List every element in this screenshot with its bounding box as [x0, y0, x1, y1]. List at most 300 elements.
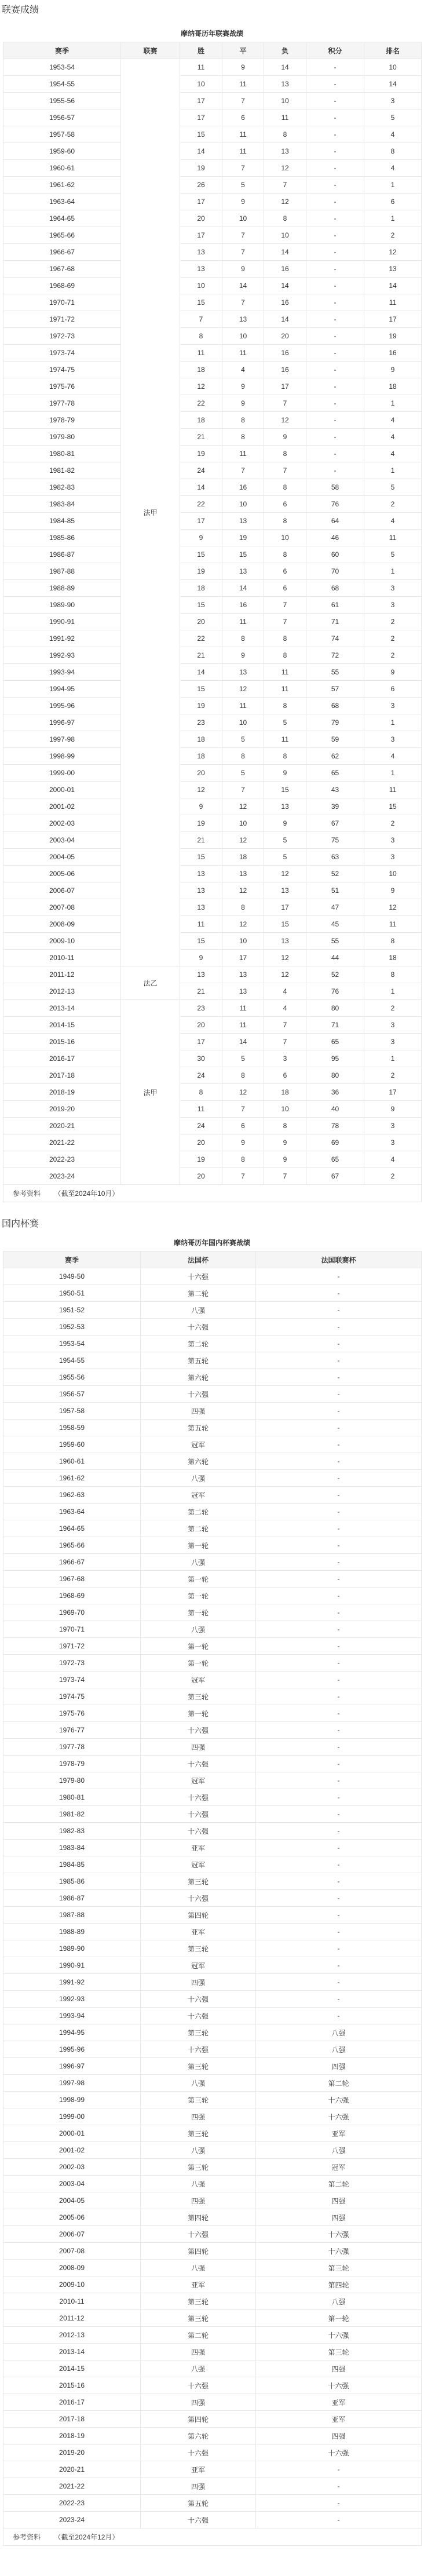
points-cell: 51 [306, 882, 364, 899]
season-cell: 2007-08 [3, 899, 121, 916]
league-table-row [3, 849, 422, 866]
coupe-de-la-ligue-cell: 八强 [256, 2142, 422, 2159]
points-cell: - [306, 194, 364, 210]
wins-cell: 18 [180, 580, 222, 597]
league-table-row [3, 1034, 422, 1050]
coupe-de-la-ligue-cell: 亚军 [256, 2125, 422, 2142]
coupe-de-la-ligue-cell: 十六强 [256, 2108, 422, 2125]
rank-cell: 13 [364, 261, 422, 278]
draws-cell: 15 [222, 546, 264, 563]
rank-cell: 3 [364, 1034, 422, 1050]
rank-cell: 10 [364, 59, 422, 76]
cup-table-row [3, 2377, 422, 2394]
season-cell: 1993-94 [3, 664, 121, 681]
draws-cell: 13 [222, 563, 264, 580]
coupe-de-la-ligue-cell: - [256, 1907, 422, 1924]
wins-cell: 17 [180, 194, 222, 210]
coupe-de-france-cell: 第二轮 [141, 1504, 256, 1520]
draws-cell: 13 [222, 311, 264, 328]
season-cell: 1978-79 [3, 1756, 141, 1772]
season-cell: 1958-59 [3, 1420, 141, 1436]
coupe-de-france-cell: 冠军 [141, 1487, 256, 1504]
season-cell: 2012-13 [3, 2327, 141, 2344]
points-cell: 65 [306, 1034, 364, 1050]
season-cell: 2020-21 [3, 2461, 141, 2478]
column-header-wins: 胜 [180, 42, 222, 59]
losses-cell: 16 [264, 294, 306, 311]
draws-cell: 18 [222, 849, 264, 866]
coupe-de-la-ligue-cell: - [256, 1571, 422, 1588]
season-cell: 1998-99 [3, 748, 121, 765]
points-cell: 72 [306, 647, 364, 664]
rank-cell: 9 [364, 882, 422, 899]
season-cell: 1988-89 [3, 1924, 141, 1940]
losses-cell: 9 [264, 429, 306, 446]
draws-cell: 12 [222, 832, 264, 849]
wins-cell: 10 [180, 278, 222, 294]
column-header-season: 赛季 [3, 42, 121, 59]
coupe-de-la-ligue-cell: - [256, 1823, 422, 1840]
cup-table-row [3, 2444, 422, 2461]
draws-cell: 7 [222, 93, 264, 110]
rank-cell: 8 [364, 143, 422, 160]
coupe-de-france-cell: 亚军 [141, 2276, 256, 2293]
coupe-de-france-cell: 亚军 [141, 1840, 256, 1856]
points-cell: 80 [306, 1000, 364, 1017]
season-cell: 2008-09 [3, 2260, 141, 2276]
coupe-de-la-ligue-cell: - [256, 1739, 422, 1756]
cup-table-row [3, 1772, 422, 1789]
wins-cell: 20 [180, 1017, 222, 1034]
coupe-de-france-cell: 亚军 [141, 2461, 256, 2478]
rank-cell: 3 [364, 1134, 422, 1151]
losses-cell: 4 [264, 1000, 306, 1017]
cup-table-row [3, 1537, 422, 1554]
cup-table-row [3, 2495, 422, 2512]
losses-cell: 12 [264, 950, 306, 966]
coupe-de-france-cell: 第一轮 [141, 1655, 256, 1672]
points-cell: 76 [306, 983, 364, 1000]
league-table-row [3, 966, 422, 983]
rank-cell: 4 [364, 446, 422, 462]
coupe-de-france-cell: 第四轮 [141, 2243, 256, 2260]
draws-cell: 5 [222, 731, 264, 748]
cup-table-row [3, 1554, 422, 1571]
rank-cell: 3 [364, 849, 422, 866]
rank-cell: 2 [364, 496, 422, 513]
coupe-de-la-ligue-cell: 十六强 [256, 2092, 422, 2108]
league-table-row [3, 93, 422, 110]
draws-cell: 19 [222, 530, 264, 546]
wins-cell: 15 [180, 294, 222, 311]
season-cell: 2020-21 [3, 1118, 121, 1134]
coupe-de-la-ligue-cell: 四强 [256, 2360, 422, 2377]
season-cell: 2022-23 [3, 1151, 121, 1168]
rank-cell: 18 [364, 378, 422, 395]
season-cell: 1977-78 [3, 1739, 141, 1756]
domestic-cups-table [3, 1251, 422, 2546]
league-table-row [3, 261, 422, 278]
league-table-row [3, 513, 422, 530]
league-table-body [3, 59, 422, 1185]
season-cell: 2017-18 [3, 1067, 121, 1084]
points-cell: 80 [306, 1067, 364, 1084]
league-table-row [3, 1000, 422, 1017]
points-cell: 68 [306, 580, 364, 597]
season-cell: 2005-06 [3, 866, 121, 882]
cup-table-row [3, 1991, 422, 2008]
coupe-de-la-ligue-cell: - [256, 1772, 422, 1789]
losses-cell: 8 [264, 630, 306, 647]
coupe-de-france-cell: 第六轮 [141, 1453, 256, 1470]
league-table-row [3, 210, 422, 227]
season-cell: 1973-74 [3, 345, 121, 362]
coupe-de-france-cell: 冠军 [141, 1436, 256, 1453]
cup-table-row [3, 1453, 422, 1470]
cup-table-row [3, 2411, 422, 2428]
league-table-row [3, 1067, 422, 1084]
wins-cell: 9 [180, 530, 222, 546]
coupe-de-la-ligue-cell: - [256, 1621, 422, 1638]
coupe-de-la-ligue-cell: - [256, 1386, 422, 1403]
rank-cell: 3 [364, 731, 422, 748]
coupe-de-la-ligue-cell: 第一轮 [256, 2310, 422, 2327]
coupe-de-la-ligue-cell: - [256, 1924, 422, 1940]
coupe-de-france-cell: 十六强 [141, 2008, 256, 2024]
league-results-heading: 联赛成绩 [2, 5, 39, 15]
column-header-losses: 负 [264, 42, 306, 59]
losses-cell: 8 [264, 647, 306, 664]
losses-cell: 3 [264, 1050, 306, 1067]
coupe-de-france-cell: 十六强 [141, 1806, 256, 1823]
losses-cell: 6 [264, 563, 306, 580]
coupe-de-france-cell: 第三轮 [141, 2092, 256, 2108]
losses-cell: 13 [264, 882, 306, 899]
points-cell: 63 [306, 849, 364, 866]
cup-table-row [3, 2008, 422, 2024]
season-cell: 1951-52 [3, 1302, 141, 1319]
league-table-row [3, 76, 422, 93]
cup-table-row [3, 1386, 422, 1403]
rank-cell: 11 [364, 916, 422, 933]
wins-cell: 15 [180, 933, 222, 950]
rank-cell: 11 [364, 294, 422, 311]
wins-cell: 24 [180, 462, 222, 479]
league-table-row [3, 546, 422, 563]
season-cell: 2002-03 [3, 815, 121, 832]
points-cell: - [306, 345, 364, 362]
points-cell: 44 [306, 950, 364, 966]
coupe-de-la-ligue-cell: - [256, 1688, 422, 1705]
wins-cell: 21 [180, 647, 222, 664]
season-cell: 2016-17 [3, 2394, 141, 2411]
cup-table-row [3, 2024, 422, 2041]
league-table-row [3, 227, 422, 244]
league-table-footer [3, 1185, 422, 1202]
league-table-row [3, 1050, 422, 1067]
league-table-row [3, 1168, 422, 1185]
coupe-de-france-cell: 四强 [141, 2192, 256, 2209]
coupe-de-la-ligue-cell: - [256, 1369, 422, 1386]
coupe-de-la-ligue-cell: - [256, 1453, 422, 1470]
coupe-de-la-ligue-cell: - [256, 1285, 422, 1302]
wins-cell: 11 [180, 345, 222, 362]
points-cell: - [306, 328, 364, 345]
league-header-row [3, 42, 422, 59]
draws-cell: 7 [222, 1101, 264, 1118]
wins-cell: 21 [180, 429, 222, 446]
losses-cell: 13 [264, 933, 306, 950]
losses-cell: 10 [264, 93, 306, 110]
coupe-de-la-ligue-cell: - [256, 1789, 422, 1806]
season-cell: 1992-93 [3, 647, 121, 664]
draws-cell: 5 [222, 177, 264, 194]
season-cell: 1967-68 [3, 1571, 141, 1588]
cup-table-row [3, 2243, 422, 2260]
coupe-de-la-ligue-cell: - [256, 1638, 422, 1655]
coupe-de-la-ligue-cell: - [256, 1319, 422, 1336]
draws-cell: 7 [222, 1168, 264, 1185]
rank-cell: 6 [364, 681, 422, 698]
coupe-de-la-ligue-cell: 第二轮 [256, 2176, 422, 2192]
season-cell: 2023-24 [3, 2512, 141, 2528]
coupe-de-france-cell: 十六强 [141, 1991, 256, 2008]
losses-cell: 9 [264, 765, 306, 782]
league-table-row [3, 143, 422, 160]
season-cell: 2014-15 [3, 2360, 141, 2377]
coupe-de-france-cell: 第一轮 [141, 1571, 256, 1588]
domestic-cups-heading: 国内杯赛 [2, 1219, 39, 1229]
season-cell: 1973-74 [3, 1672, 141, 1688]
wins-cell: 13 [180, 244, 222, 261]
draws-cell: 7 [222, 227, 264, 244]
rank-cell: 2 [364, 630, 422, 647]
points-cell: 79 [306, 714, 364, 731]
draws-cell: 13 [222, 513, 264, 530]
draws-cell: 11 [222, 126, 264, 143]
wins-cell: 20 [180, 614, 222, 630]
wins-cell: 14 [180, 479, 222, 496]
coupe-de-france-cell: 第四轮 [141, 2411, 256, 2428]
season-cell: 1991-92 [3, 1974, 141, 1991]
season-cell: 1966-67 [3, 1554, 141, 1571]
season-cell: 1970-71 [3, 294, 121, 311]
cup-table-row [3, 1840, 422, 1856]
season-cell: 1963-64 [3, 1504, 141, 1520]
points-cell: 39 [306, 798, 364, 815]
rank-cell: 17 [364, 311, 422, 328]
rank-cell: 1 [364, 765, 422, 782]
coupe-de-france-cell: 冠军 [141, 1856, 256, 1873]
wins-cell: 24 [180, 1067, 222, 1084]
season-cell: 1952-53 [3, 1319, 141, 1336]
season-cell: 1960-61 [3, 1453, 141, 1470]
cup-header-row [3, 1251, 422, 1268]
coupe-de-la-ligue-cell: 亚军 [256, 2411, 422, 2428]
rank-cell: 5 [364, 479, 422, 496]
draws-cell: 12 [222, 798, 264, 815]
points-cell: 46 [306, 530, 364, 546]
coupe-de-france-cell: 第二轮 [141, 1520, 256, 1537]
league-table-row [3, 681, 422, 698]
wins-cell: 24 [180, 1118, 222, 1134]
rank-cell: 9 [364, 664, 422, 681]
coupe-de-france-cell: 第二轮 [141, 1336, 256, 1352]
rank-cell: 3 [364, 832, 422, 849]
cup-table-row [3, 2512, 422, 2528]
wins-cell: 13 [180, 899, 222, 916]
cup-table-row [3, 1856, 422, 1873]
draws-cell: 5 [222, 1050, 264, 1067]
draws-cell: 8 [222, 1151, 264, 1168]
season-cell: 1953-54 [3, 59, 121, 76]
points-cell: 67 [306, 1168, 364, 1185]
losses-cell: 13 [264, 143, 306, 160]
season-cell: 2019-20 [3, 2444, 141, 2461]
losses-cell: 7 [264, 1168, 306, 1185]
points-cell: - [306, 210, 364, 227]
season-cell: 1989-90 [3, 597, 121, 614]
column-header-rank: 排名 [364, 42, 422, 59]
cup-table-row [3, 2293, 422, 2310]
season-cell: 1974-75 [3, 1688, 141, 1705]
points-cell: - [306, 462, 364, 479]
season-cell: 2012-13 [3, 983, 121, 1000]
season-cell: 2014-15 [3, 1017, 121, 1034]
season-cell: 1991-92 [3, 630, 121, 647]
coupe-de-la-ligue-cell: - [256, 1957, 422, 1974]
cup-table-row [3, 2394, 422, 2411]
cup-table-row [3, 1655, 422, 1672]
coupe-de-la-ligue-cell: - [256, 1436, 422, 1453]
cup-footnote-row [3, 2528, 422, 2546]
losses-cell: 12 [264, 412, 306, 429]
points-cell: - [306, 278, 364, 294]
coupe-de-france-cell: 第一轮 [141, 1537, 256, 1554]
losses-cell: 12 [264, 966, 306, 983]
league-table-row [3, 462, 422, 479]
coupe-de-france-cell: 第五轮 [141, 1420, 256, 1436]
season-cell: 1981-82 [3, 1806, 141, 1823]
coupe-de-france-cell: 第一轮 [141, 1588, 256, 1604]
points-cell: 74 [306, 630, 364, 647]
rank-cell: 9 [364, 1101, 422, 1118]
losses-cell: 14 [264, 244, 306, 261]
season-cell: 2006-07 [3, 882, 121, 899]
rank-cell: 12 [364, 244, 422, 261]
rank-cell: 4 [364, 1151, 422, 1168]
season-cell: 2010-11 [3, 950, 121, 966]
wins-cell: 13 [180, 882, 222, 899]
wins-cell: 19 [180, 160, 222, 177]
season-cell: 1997-98 [3, 731, 121, 748]
coupe-de-la-ligue-cell: - [256, 2495, 422, 2512]
rank-cell: 2 [364, 1000, 422, 1017]
league-table-row [3, 882, 422, 899]
points-cell: 47 [306, 899, 364, 916]
draws-cell: 11 [222, 1000, 264, 1017]
season-cell: 1999-00 [3, 765, 121, 782]
rank-cell: 2 [364, 614, 422, 630]
cup-table-row [3, 2058, 422, 2075]
points-cell: - [306, 160, 364, 177]
cup-table-row [3, 2310, 422, 2327]
points-cell: - [306, 110, 364, 126]
cup-table-row [3, 1873, 422, 1890]
losses-cell: 18 [264, 1084, 306, 1101]
coupe-de-france-cell: 第二轮 [141, 2327, 256, 2344]
season-cell: 1986-87 [3, 546, 121, 563]
coupe-de-la-ligue-cell: - [256, 1940, 422, 1957]
coupe-de-la-ligue-cell: - [256, 1268, 422, 1285]
draws-cell: 9 [222, 261, 264, 278]
rank-cell: 4 [364, 429, 422, 446]
losses-cell: 10 [264, 530, 306, 546]
losses-cell: 12 [264, 160, 306, 177]
column-header-points: 积分 [306, 42, 364, 59]
coupe-de-france-cell: 四强 [141, 2478, 256, 2495]
wins-cell: 13 [180, 966, 222, 983]
league-table-row [3, 765, 422, 782]
points-cell: 67 [306, 815, 364, 832]
coupe-de-la-ligue-cell: 八强 [256, 2024, 422, 2041]
rank-cell: 5 [364, 546, 422, 563]
league-table-row [3, 160, 422, 177]
coupe-de-france-cell: 十六强 [141, 1823, 256, 1840]
draws-cell: 7 [222, 244, 264, 261]
coupe-de-france-cell: 第三轮 [141, 2024, 256, 2041]
draws-cell: 14 [222, 278, 264, 294]
season-cell: 2003-04 [3, 832, 121, 849]
losses-cell: 15 [264, 916, 306, 933]
rank-cell: 18 [364, 950, 422, 966]
coupe-de-france-cell: 十六强 [141, 1789, 256, 1806]
losses-cell: 10 [264, 1101, 306, 1118]
wins-cell: 19 [180, 815, 222, 832]
draws-cell: 9 [222, 59, 264, 76]
cup-footnote-cell [3, 2528, 422, 2546]
cup-table-row [3, 1470, 422, 1487]
losses-cell: 9 [264, 1134, 306, 1151]
season-cell: 1988-89 [3, 580, 121, 597]
coupe-de-france-cell: 八强 [141, 1554, 256, 1571]
coupe-de-france-cell: 四强 [141, 2108, 256, 2125]
rank-cell: 1 [364, 563, 422, 580]
draws-cell: 7 [222, 782, 264, 798]
coupe-de-la-ligue-cell: - [256, 1672, 422, 1688]
losses-cell: 15 [264, 782, 306, 798]
cup-table-row [3, 2344, 422, 2360]
league-table-row [3, 244, 422, 261]
coupe-de-la-ligue-cell: - [256, 1487, 422, 1504]
wins-cell: 11 [180, 916, 222, 933]
points-cell: 64 [306, 513, 364, 530]
wins-cell: 17 [180, 513, 222, 530]
league-table-row [3, 412, 422, 429]
points-cell: - [306, 362, 364, 378]
cup-table-row [3, 1420, 422, 1436]
league-table-row [3, 1084, 422, 1101]
draws-cell: 13 [222, 983, 264, 1000]
league-table-row [3, 530, 422, 546]
points-cell: 55 [306, 933, 364, 950]
coupe-de-la-ligue-cell: 八强 [256, 2041, 422, 2058]
league-table-row [3, 916, 422, 933]
rank-cell: 4 [364, 412, 422, 429]
draws-cell: 16 [222, 597, 264, 614]
league-table-row [3, 1017, 422, 1034]
season-cell: 1966-67 [3, 244, 121, 261]
